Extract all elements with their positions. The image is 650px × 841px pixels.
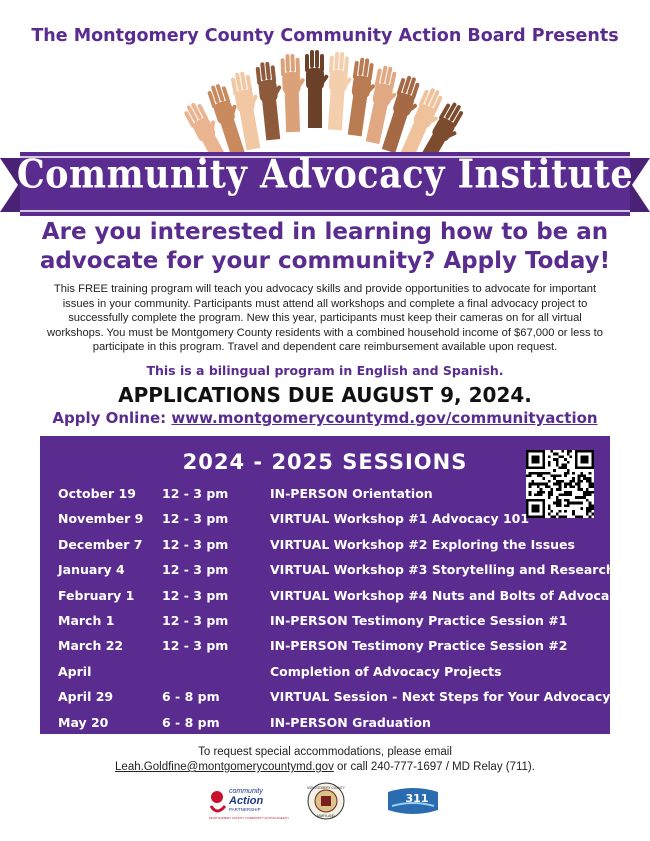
session-event: VIRTUAL Session - Next Steps for Your Advocacy	[270, 689, 611, 705]
session-date: December 7	[58, 536, 143, 552]
session-time: 12 - 3 pm	[162, 638, 229, 654]
qr-code-icon[interactable]	[526, 450, 594, 518]
session-event: VIRTUAL Workshop #2 Exploring the Issues	[270, 536, 575, 552]
session-time: 12 - 3 pm	[162, 587, 229, 603]
session-event: IN-PERSON Testimony Practice Session #1	[270, 613, 568, 628]
session-time: 12 - 3 pm	[162, 511, 229, 527]
community-action-logo	[207, 782, 290, 822]
session-row	[58, 664, 598, 684]
session-event: IN-PERSON Testimony Practice Session #2	[270, 638, 568, 654]
session-date: May 20	[58, 714, 109, 730]
session-row	[58, 638, 598, 658]
footer-line-2	[0, 760, 650, 775]
program-description: This FREE training program will teach you advocacy skills and provide opportunities to advocate for important issues in your community. Participants must attend all workshops and complete a final advocacy project to successfully complete the program. New this year, participants must keep their cameras on for all virtual workshops. You must be Montgomery County residents with a combined household income of $67,000 or less to participate in this program. Travel and dependent care reimbursement available upon request.	[47, 283, 603, 354]
raised-hand	[325, 51, 354, 130]
session-date: April	[58, 663, 92, 679]
raised-hand	[305, 50, 329, 128]
session-time: 12 - 3 pm	[162, 613, 229, 628]
county-seal-sub: MARYLAND	[317, 814, 335, 818]
apply-link[interactable]: www.montgomerycountymd.gov/communityaction	[171, 409, 598, 427]
footer-line-1: To request special accommodations, please email	[198, 746, 452, 758]
session-row	[58, 587, 625, 608]
headline	[30, 218, 620, 276]
mc311-logo	[384, 784, 442, 818]
session-time: 12 - 3 pm	[162, 562, 229, 578]
session-date: November 9	[58, 511, 144, 527]
session-event: Completion of Advocacy Projects	[270, 663, 502, 679]
session-event: VIRTUAL Workshop #1 Advocacy 101	[270, 511, 530, 527]
footer	[0, 745, 650, 775]
apply-label: Apply Online:	[52, 409, 167, 427]
community-action-logo-line3: PARTNERSHIP	[229, 807, 261, 812]
session-time: 6 - 8 pm	[162, 714, 220, 730]
sessions-panel	[40, 436, 625, 734]
bilingual-note: This is a bilingual program in English and Spanish.	[146, 363, 504, 378]
raised-hands-illustration	[185, 50, 465, 158]
session-event: VIRTUAL Workshop #3 Storytelling and Research	[270, 562, 615, 578]
session-row	[58, 486, 598, 506]
apply-online	[0, 409, 650, 427]
session-time: 12 - 3 pm	[162, 486, 229, 501]
presenter-line: The Montgomery County Community Action Board Presents	[31, 26, 619, 46]
session-date: February 1	[58, 587, 135, 603]
session-row	[58, 689, 611, 709]
session-date: March 22	[58, 638, 124, 654]
headline-line-2: advocate for your community? Apply Today!	[39, 248, 611, 274]
session-time: 12 - 3 pm	[162, 536, 229, 552]
mc311-label: 311	[405, 792, 429, 805]
sessions-title: 2024 - 2025 SESSIONS	[182, 450, 468, 474]
county-seal-label: MONTGOMERY COUNTY	[307, 786, 345, 790]
session-event: VIRTUAL Workshop #4 Nuts and Bolts of Advocacy	[270, 587, 625, 603]
community-action-logo-sub: MONTGOMERY COUNTY COMMUNITY ACTION AGENCY	[209, 816, 290, 820]
session-date: March 1	[58, 613, 115, 628]
application-deadline: APPLICATIONS DUE AUGUST 9, 2024.	[118, 383, 532, 407]
headline-line-1: Are you interested in learning how to be an	[41, 219, 609, 245]
community-action-logo-line1: community	[229, 788, 263, 795]
raised-hand	[280, 54, 307, 133]
session-row	[58, 537, 598, 557]
session-row	[58, 613, 598, 633]
community-action-logo-line2: Action	[229, 795, 264, 807]
session-event: IN-PERSON Orientation	[270, 486, 433, 501]
county-seal-logo	[306, 781, 346, 821]
session-row	[58, 715, 598, 735]
session-time: 6 - 8 pm	[162, 689, 220, 705]
session-date: October 19	[58, 486, 136, 501]
session-row	[58, 511, 598, 531]
banner-title: Community Advocacy Institute	[16, 151, 634, 198]
footer-phone-text: or call 240-777-1697 / MD Relay (711).	[333, 761, 535, 773]
session-event: IN-PERSON Graduation	[270, 714, 431, 730]
session-row	[58, 562, 615, 582]
session-date: April 29	[58, 689, 114, 705]
contact-email-link[interactable]: Leah.Goldfine@montgomerycountymd.gov	[115, 761, 334, 773]
session-date: January 4	[58, 562, 125, 578]
